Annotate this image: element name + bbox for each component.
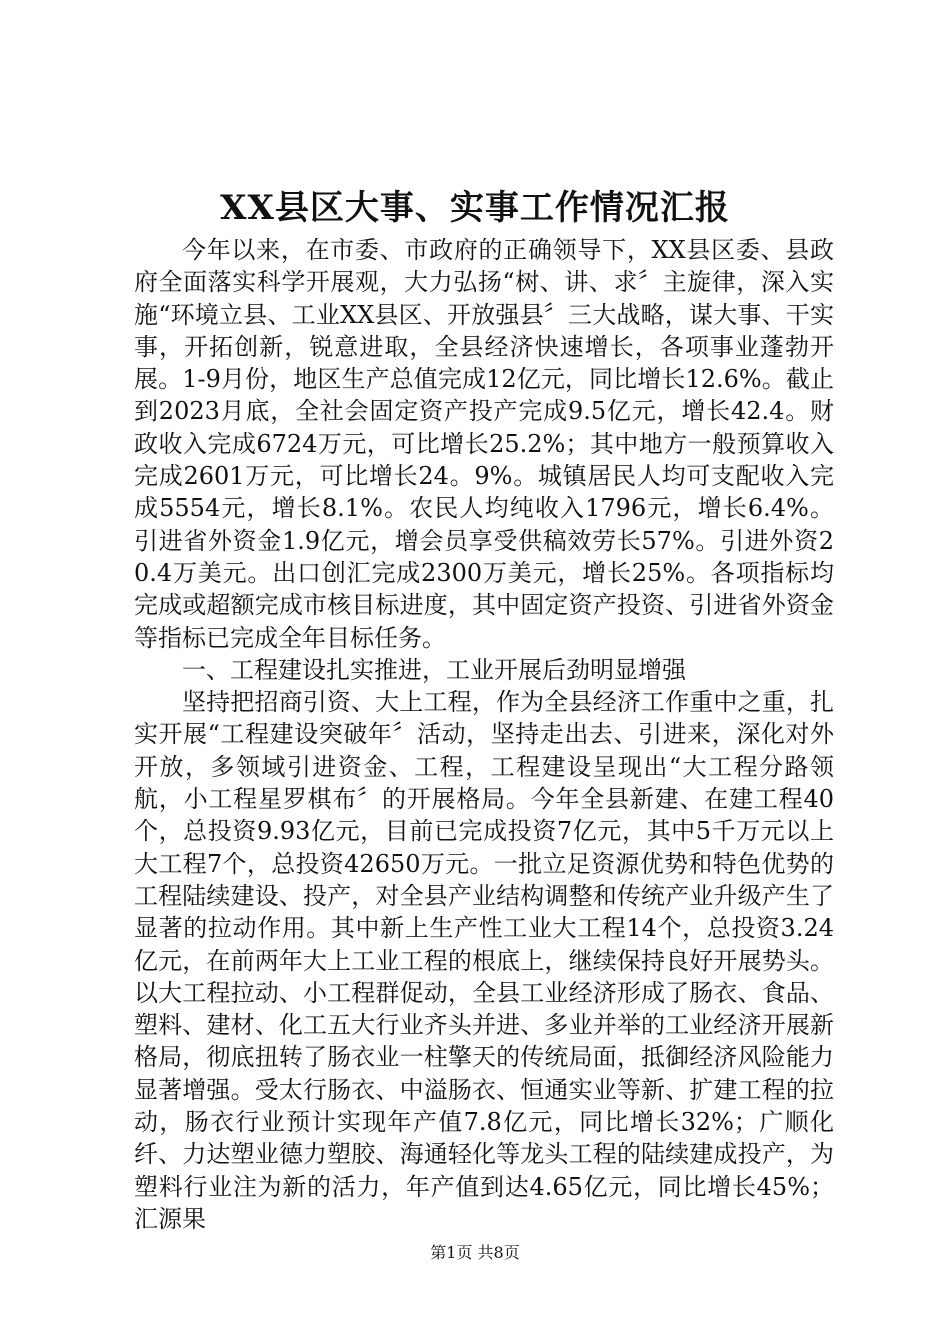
section-paragraph: 坚持把招商引资、大上工程，作为全县经济工作重中之重，扎实开展“工程建设突破年〞活动，坚持走出去、引进来，深化对外开放，多领域引进资金、工程，工程建设呈现出“大工程分路领航，小工程星罗棋布〞的开展格局。今年全县新建、在建工程40个，总投资9.93亿元，目前已完成投资7亿元，其中5千万元以上大工程7个，总投资42650万元。一批立足资源优势和特色优势的工程陆续建设、投产，对全县产业结构调整和传统产业升级产生了显著的拉动作用。其中新上生产性工业大工程14个，总投资3.24亿元，在前两年大上工业工程的根底上，继续保持良好开展势头。以大工程拉动、小工程群促动，全县工业经济形成了肠衣、食品、塑料、建材、化工五大行业齐头并进、多业并举的工业经济开展新格局，彻底扭转了肠衣业一柱擎天的传统局面，抵御经济风险能力显著增强。受太行肠衣、中溢肠衣、恒通实业等新、扩建工程的拉动，肠衣行业预计实现年产值7.8亿元，同比增长32%；广顺化纤、力达塑业德力塑胶、海通轻化等龙头工程的陆续建成投产，为塑料行业注为新的活力，年产值到达4.65亿元，同比增长45%；汇源果 [134, 688, 834, 1233]
document-body [134, 234, 834, 1235]
section-heading: 一、工程建设扎实推进，工业开展后劲明显增强 [182, 655, 686, 684]
document-title: XX县区大事、实事工作情况汇报 [220, 188, 730, 228]
intro-paragraph: 今年以来，在市委、市政府的正确领导下，XX县区委、县政府全面落实科学开展观，大力弘扬“树、讲、求〞主旋律，深入实施“环境立县、工业XX县区、开放强县〞三大战略，谋大事、干实事，开拓创新，锐意进取，全县经济快速增长，各项事业蓬勃开展。1-9月份，地区生产总值完成12亿元，同比增长12.6%。截止到2023月底，全社会固定资产投产完成9.5亿元，增长42.4。财政收入完成6724万元，可比增长25.2%；其中地方一般预算收入完成2601万元，可比增长24。9%。城镇居民人均可支配收入完成5554元，增长8.1%。农民人均纯收入1796元，增长6.4%。引进省外资金1.9亿元，增会员享受供稿效劳长57%。引进外资20.4万美元。出口创汇完成2300万美元，增长25%。各项指标均完成或超额完成市核目标进度，其中固定资产投资、引进省外资金等指标已完成全年目标任务。 [134, 236, 834, 652]
page-number-footer: 第1页 共8页 [430, 1243, 520, 1262]
